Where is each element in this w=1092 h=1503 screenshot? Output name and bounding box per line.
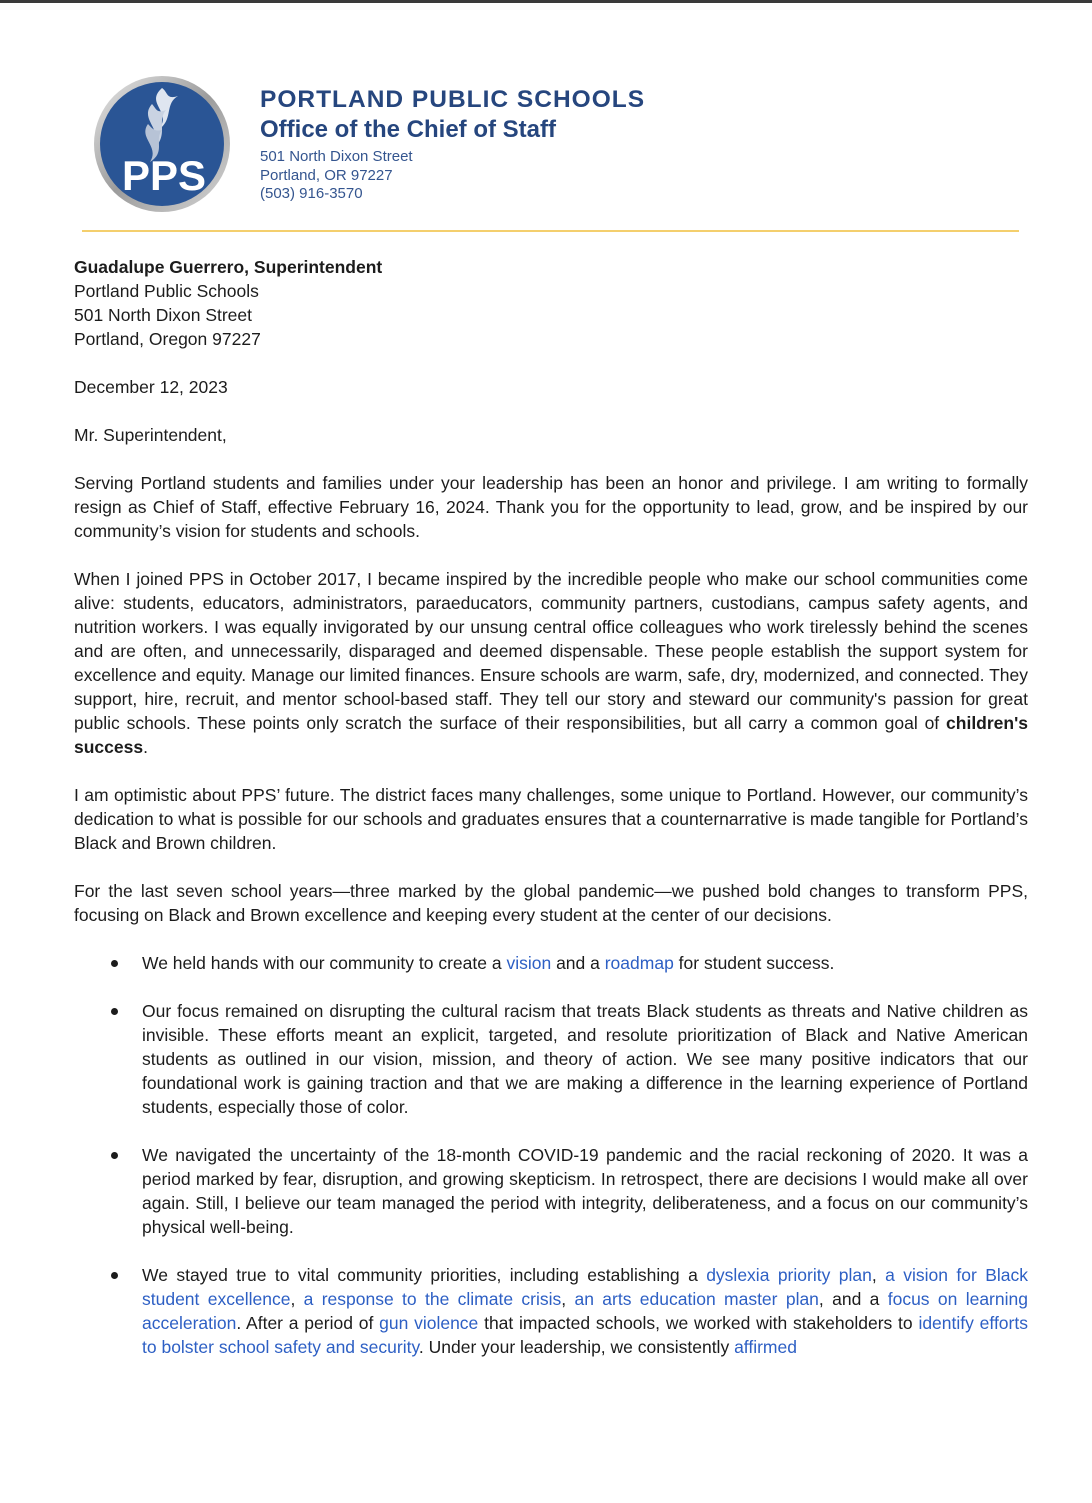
black-excellence-link[interactable]: a vision for Black student excellence xyxy=(142,1265,1028,1309)
list-item xyxy=(74,951,1028,975)
recipient-org: Portland Public Schools xyxy=(74,281,259,301)
affirmed-link[interactable]: affirmed xyxy=(734,1337,797,1357)
recipient-street: 501 North Dixon Street xyxy=(74,305,253,325)
bullet-text: , xyxy=(871,1265,886,1285)
bullet-text: , and a xyxy=(818,1289,888,1309)
paragraph-3: I am optimistic about PPS’ future. The district faces many challenges, some unique to Portland. However, our community’s dedication to what is possible for our schools and graduates ensures that a counternarrative is made tangible for Portland’s Black and Brown children. xyxy=(74,785,1028,853)
letterhead-divider xyxy=(82,230,1019,232)
recipient-name: Guadalupe Guerrero, Superintendent xyxy=(74,257,383,277)
salutation: Mr. Superintendent, xyxy=(74,425,227,445)
paragraph-2-end: . xyxy=(143,737,148,757)
list-item xyxy=(74,999,1028,1119)
bullet-text: We held hands with our community to create a xyxy=(142,953,507,973)
address-line-2: Portland, OR 97227 xyxy=(260,166,393,184)
bullet-icon xyxy=(111,1008,118,1015)
paragraph-2-emphasis: children's success xyxy=(74,713,1028,757)
letter-date: December 12, 2023 xyxy=(74,377,228,397)
list-item xyxy=(74,1263,1028,1359)
org-name: PORTLAND PUBLIC SCHOOLS xyxy=(260,86,646,113)
bullet-text: that impacted schools, we worked with stakeholders to xyxy=(478,1313,919,1333)
bullet-text: and a xyxy=(551,953,605,973)
office-name: Office of the Chief of Staff xyxy=(260,116,556,143)
letter-body xyxy=(74,255,1028,1383)
vision-link[interactable]: vision xyxy=(506,953,552,973)
bullet-icon xyxy=(111,1272,118,1279)
bullet-icon xyxy=(111,960,118,967)
bullet-text: for student success. xyxy=(673,953,835,973)
paragraph-4: For the last seven school years—three marked by the global pandemic—we pushed bold changes to transform PPS, focusing on Black and Brown excellence and keeping every student at the center of our decisions. xyxy=(74,881,1028,925)
climate-crisis-link[interactable]: a response to the climate crisis xyxy=(303,1289,562,1309)
bullet-text: We navigated the uncertainty of the 18-month COVID-19 pandemic and the racial reckoning of 2020. It was a period marked by fear, disruption, and growing skepticism. In retrospect, there are decisions I would make all over again. Still, I believe our team managed the period with integrity, deliberateness, and a focus on our community’s physical well-being. xyxy=(142,1145,1028,1237)
roadmap-link[interactable]: roadmap xyxy=(604,953,674,973)
paragraph-2-text: When I joined PPS in October 2017, I became inspired by the incredible people who make our school communities come alive: students, educators, administrators, paraeducators, community partners, custodians, campus safety agents, and nutrition workers. I was equally invigorated by our unsung central office colleagues who work tirelessly behind the scenes and are often, and unnecessarily, disparaged and deemed dispensable. These people establish the support system for excellence and equity. Manage our limited finances. Ensure schools are warm, safe, dry, modernized, and connected. They support, hire, recruit, and mentor school-based staff. They tell our story and steward our community's passion for great public schools. These points only scratch the surface of their responsibilities, but all carry a common goal of xyxy=(74,569,1028,733)
paragraph-1: Serving Portland students and families under your leadership has been an honor and privilege. I am writing to formally resign as Chief of Staff, effective February 16, 2024. Thank you for the opportunity to lead, grow, and be inspired by our community’s vision for students and schools. xyxy=(74,473,1028,541)
bullet-text: , xyxy=(290,1289,304,1309)
paragraph-2 xyxy=(74,567,1028,759)
top-border xyxy=(0,0,1092,3)
bullet-icon xyxy=(111,1152,118,1159)
address-line-1: 501 North Dixon Street xyxy=(260,148,413,165)
phone-number: (503) 916-3570 xyxy=(260,185,363,202)
recipient-city: Portland, Oregon 97227 xyxy=(74,329,261,349)
arts-plan-link[interactable]: an arts education master plan xyxy=(574,1289,819,1309)
dyslexia-plan-link[interactable]: dyslexia priority plan xyxy=(706,1265,872,1285)
bullet-text: . After a period of xyxy=(236,1313,380,1333)
recipient-block xyxy=(74,255,1028,351)
letterhead-address xyxy=(260,148,413,204)
bullet-text: . Under your leadership, we consistently xyxy=(418,1337,735,1357)
logo-text: PPS xyxy=(121,152,207,199)
bullet-text: Our focus remained on disrupting the cultural racism that treats Black students as threats and Native children as invisible. These efforts meant an explicit, targeted, and resolute prioritization of Black and Native American students as outlined in our vision, mission, and theory of action. We see many positive indicators that our foundational work is gaining traction and that we are making a difference in the learning experience of Portland students, especially those of color. xyxy=(142,1001,1028,1117)
accomplishments-list xyxy=(74,951,1028,1359)
school-safety-link[interactable]: identify efforts to bolster school safety and security xyxy=(142,1313,1028,1357)
pps-logo-icon xyxy=(92,74,232,214)
bullet-text: , xyxy=(561,1289,575,1309)
list-item xyxy=(74,1143,1028,1239)
learning-acceleration-link[interactable]: focus on learning acceleration xyxy=(142,1289,1028,1333)
bullet-text: We stayed true to vital community priorities, including establishing a xyxy=(142,1265,707,1285)
gun-violence-link[interactable]: gun violence xyxy=(379,1313,479,1333)
